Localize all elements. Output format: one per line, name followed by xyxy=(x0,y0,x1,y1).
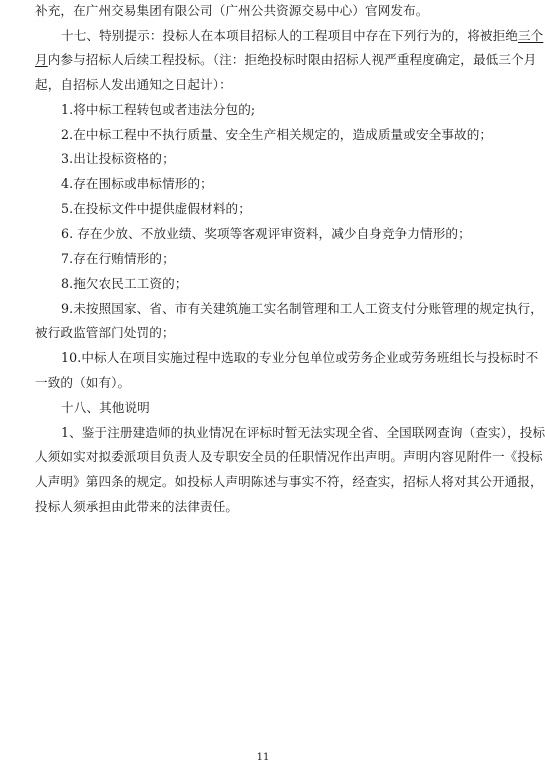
section17-line1 xyxy=(61,28,543,44)
section17-line2-text: 内参与招标人后续工程投标。（注：拒绝投标时限由招标人视严重程度确定，最低三个月 xyxy=(47,52,537,67)
list-item: 3.出让投标资格的； xyxy=(61,151,175,166)
list-item: 5.在投标文件中提供虚假材料的； xyxy=(61,201,251,216)
list-item: 6. 存在少放、不放业绩、奖项等客观评审资料，减少自身竞争力情形的； xyxy=(61,226,471,241)
item10-line2: 一致的（如有）。 xyxy=(35,375,131,390)
section18-para-line2: 人须如实对拟委派项目负责人及专职安全员的任职情况作出声明。声明内容见附件一《投标 xyxy=(35,449,543,464)
intro-line: 补充，在广州交易集团有限公司（广州公共资源交易中心）官网发布。 xyxy=(35,3,429,18)
section17-line2 xyxy=(35,52,536,68)
list-item: 2.在中标工程中不执行质量、安全生产相关规定的，造成质量或安全事故的； xyxy=(61,127,493,142)
section17-line1-text: 十七、特别提示：投标人在本项目招标人的工程项目中存在下列行为的，将被拒绝 xyxy=(61,28,518,43)
item10-line1: 10.中标人在项目实施过程中选取的专业分包单位或劳务企业或劳务班组长与投标时不 xyxy=(61,350,539,365)
section18-para-line4: 投标人须承担由此带来的法律责任。 xyxy=(35,499,239,514)
list-item: 1.将中标工程转包或者违法分包的; xyxy=(61,102,256,117)
list-item: 8.拖欠农民工工资的； xyxy=(61,276,188,291)
section18-para-line1: 1、鉴于注册建造师的执业情况在评标时暂无法实现全省、全国联网查询（查实），投标 xyxy=(61,425,545,440)
item9-line2: 被行政监管部门处罚的； xyxy=(35,325,175,340)
section18-para-line3: 人声明》第四条的规定。如投标人声明陈述与事实不符，经查实，招标人将对其公开通报， xyxy=(35,474,543,489)
section18-heading: 十八、其他说明 xyxy=(61,400,150,415)
page-number: 11 xyxy=(256,752,270,763)
section17-line2-underlined: 月 xyxy=(35,52,48,67)
item9-line1: 9.未按照国家、省、市有关建筑施工实名制管理和工人工资支付分账管理的规定执行， xyxy=(61,301,543,316)
list-item: 7.存在行贿情形的； xyxy=(61,251,175,266)
section17-line3: 起，自招标人发出通知之日起计）： xyxy=(35,77,232,92)
section17-line1-underlined: 三个 xyxy=(517,28,544,43)
list-item: 4.存在围标或串标情形的； xyxy=(61,176,213,191)
